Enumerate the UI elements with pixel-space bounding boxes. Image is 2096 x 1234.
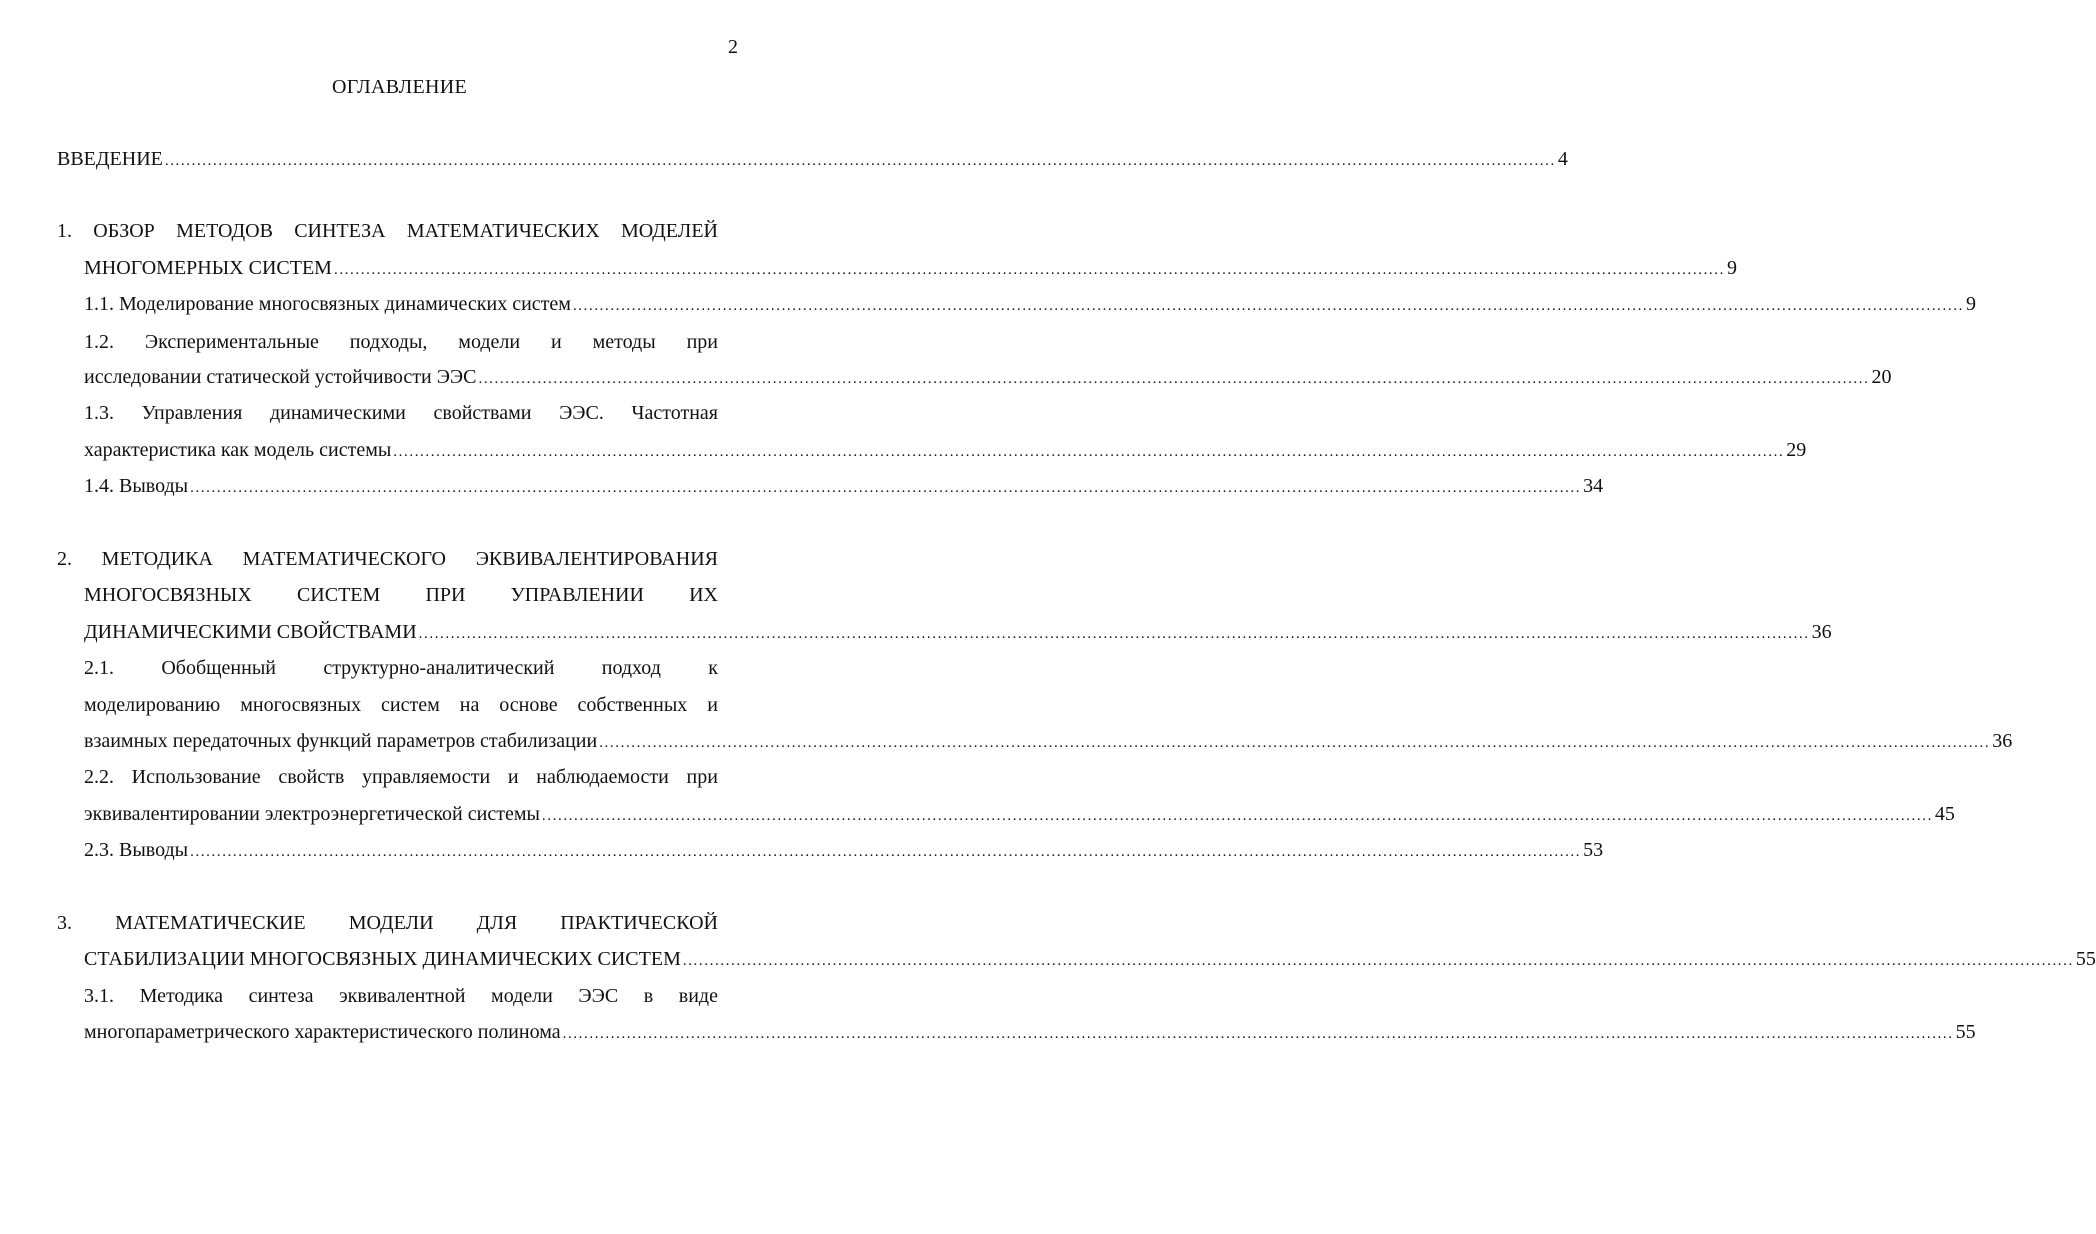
word: свойств <box>278 766 345 788</box>
word: свойствами <box>433 402 532 424</box>
word: 3. <box>57 912 72 934</box>
word: Управления <box>141 402 243 424</box>
chapter-3-title[interactable] <box>57 910 718 936</box>
page-ref: 36 <box>1992 730 2013 752</box>
toc-entry-chapter-1[interactable] <box>84 255 1737 281</box>
dot-leader: .................................................................................................................................................................................................................................................................... <box>393 444 1785 460</box>
page-ref: 4 <box>1557 148 1568 170</box>
page-ref: 20 <box>1871 366 1892 388</box>
toc-entry-section-2-2-line1[interactable] <box>84 764 718 790</box>
page-ref: 53 <box>1583 839 1604 861</box>
word: 3.1. <box>84 985 114 1007</box>
word: Использование <box>131 766 261 788</box>
page-ref: 34 <box>1583 475 1604 497</box>
toc-entry-section-1-2-line1[interactable] <box>84 329 718 355</box>
word: МОДЕЛЕЙ <box>620 220 718 242</box>
word: 1.3. <box>84 402 114 424</box>
word: 2. <box>57 548 72 570</box>
word: модели <box>491 985 553 1007</box>
toc-entry-section-2-1[interactable] <box>84 728 2013 754</box>
word: ИХ <box>689 584 718 606</box>
dot-leader: .................................................................................................................................................................................................................................................................... <box>478 371 1870 387</box>
toc-entry-chapter-3[interactable] <box>84 946 2096 972</box>
word: при <box>686 766 718 788</box>
word: Экспериментальные <box>144 331 319 353</box>
word: и <box>707 694 718 716</box>
dot-leader: .................................................................................................................................................................................................................................................................... <box>164 153 1556 169</box>
toc-entry-section-2-1-line2[interactable] <box>84 692 718 718</box>
word: Частотная <box>631 402 718 424</box>
word: МОДЕЛИ <box>348 912 434 934</box>
toc-entry-section-1-4[interactable] <box>84 473 1604 499</box>
chapter-1-title[interactable] <box>57 218 718 244</box>
dot-leader: .................................................................................................................................................................................................................................................................... <box>190 480 1582 496</box>
toc-entry-chapter-1-text: МНОГОМЕРНЫХ СИСТЕМ <box>84 257 332 279</box>
word: управляемости <box>361 766 491 788</box>
dot-leader: .................................................................................................................................................................................................................................................................... <box>682 953 2074 969</box>
toc-entry-section-2-3[interactable] <box>84 837 1604 863</box>
toc-entry-section-1-3[interactable] <box>84 437 1807 463</box>
word: МАТЕМАТИЧЕСКИХ <box>406 220 600 242</box>
word: УПРАВЛЕНИИ <box>510 584 644 606</box>
page-number: 2 <box>728 36 738 58</box>
toc-entry-section-3-1[interactable] <box>84 1019 1976 1045</box>
word: МЕТОДИКА <box>101 548 213 570</box>
word: наблюдаемости <box>536 766 669 788</box>
toc-entry-section-1-3-text: характеристика как модель системы <box>84 439 392 461</box>
toc-entry-chapter-2[interactable] <box>84 619 1832 645</box>
word: эквивалентной <box>339 985 466 1007</box>
dot-leader: .................................................................................................................................................................................................................................................................... <box>541 808 1933 824</box>
toc-entry-section-2-3-text: 2.3. Выводы <box>84 839 189 861</box>
toc-entry-section-1-1-text: 1.1. Моделирование многосвязных динамических систем <box>84 293 571 315</box>
word: основе <box>499 694 558 716</box>
word: ЭКВИВАЛЕНТИРОВАНИЯ <box>475 548 718 570</box>
word: собственных <box>577 694 688 716</box>
dot-leader: .................................................................................................................................................................................................................................................................... <box>190 844 1582 860</box>
toc-entry-chapter-2-text: ДИНАМИЧЕСКИМИ СВОЙСТВАМИ <box>84 621 417 643</box>
word: ЭЭС. <box>559 402 604 424</box>
word: 1. <box>57 220 72 242</box>
word: в <box>643 985 654 1007</box>
dot-leader: .................................................................................................................................................................................................................................................................... <box>333 262 1725 278</box>
toc-entry-section-1-2[interactable] <box>84 364 1892 390</box>
page-ref: 45 <box>1934 803 1955 825</box>
word: к <box>708 657 718 679</box>
word: МАТЕМАТИЧЕСКОГО <box>242 548 447 570</box>
word: МНОГОСВЯЗНЫХ <box>84 584 252 606</box>
toc-title: ОГЛАВЛЕНИЕ <box>332 76 467 98</box>
word: методы <box>592 331 656 353</box>
word: синтеза <box>248 985 314 1007</box>
word: ПРИ <box>425 584 466 606</box>
toc-entry-section-1-3-line1[interactable] <box>84 400 718 426</box>
word: ДЛЯ <box>476 912 518 934</box>
toc-entry-section-1-2-text: исследовании статической устойчивости ЭЭС <box>84 366 477 388</box>
word: ОБЗОР <box>93 220 155 242</box>
toc-entry-section-3-1-text: многопараметрического характеристического полинома <box>84 1021 561 1043</box>
dot-leader: .................................................................................................................................................................................................................................................................... <box>599 735 1991 751</box>
word: на <box>459 694 480 716</box>
word: систем <box>381 694 440 716</box>
word: Методика <box>139 985 224 1007</box>
word: и <box>551 331 562 353</box>
word: МЕТОДОВ <box>176 220 273 242</box>
page-ref: 9 <box>1726 257 1737 279</box>
word: моделированию <box>84 694 221 716</box>
toc-entry-section-1-4-text: 1.4. Выводы <box>84 475 189 497</box>
word: виде <box>678 985 718 1007</box>
word: Обобщенный <box>161 657 276 679</box>
word: 1.2. <box>84 331 114 353</box>
word: СИНТЕЗА <box>294 220 386 242</box>
page-ref: 9 <box>1965 293 1976 315</box>
page-ref: 55 <box>1955 1021 1976 1043</box>
word: МАТЕМАТИЧЕСКИЕ <box>115 912 306 934</box>
dot-leader: .................................................................................................................................................................................................................................................................... <box>572 298 1964 314</box>
word: при <box>686 331 718 353</box>
toc-entry-section-3-1-line1[interactable] <box>84 983 718 1009</box>
word: структурно-аналитический <box>323 657 555 679</box>
dot-leader: .................................................................................................................................................................................................................................................................... <box>418 626 1810 642</box>
word: подход <box>601 657 661 679</box>
page-ref: 36 <box>1811 621 1832 643</box>
page-ref: 55 <box>2075 948 2096 970</box>
toc-entry-section-2-1-text: взаимных передаточных функций параметров стабилизации <box>84 730 598 752</box>
toc-entry-section-1-1[interactable] <box>84 291 1976 317</box>
word: многосвязных <box>240 694 362 716</box>
toc-entry-chapter-3-text: СТАБИЛИЗАЦИИ МНОГОСВЯЗНЫХ ДИНАМИЧЕСКИХ СИСТЕМ <box>84 948 681 970</box>
word: динамическими <box>269 402 406 424</box>
chapter-2-title[interactable] <box>57 546 718 572</box>
toc-entry-intro[interactable] <box>57 146 1568 172</box>
page-ref: 29 <box>1786 439 1807 461</box>
word: СИСТЕМ <box>296 584 381 606</box>
toc-entry-intro-text: ВВЕДЕНИЕ <box>57 148 163 170</box>
dot-leader: .................................................................................................................................................................................................................................................................... <box>562 1026 1954 1042</box>
word: ПРАКТИЧЕСКОЙ <box>560 912 718 934</box>
chapter-2-title-cont[interactable] <box>84 582 718 608</box>
toc-entry-section-2-2-text: эквивалентировании электроэнергетической системы <box>84 803 540 825</box>
toc-entry-section-2-2[interactable] <box>84 801 1955 827</box>
word: подходы, <box>349 331 428 353</box>
word: модели <box>458 331 521 353</box>
word: ЭЭС <box>578 985 619 1007</box>
word: 2.2. <box>84 766 114 788</box>
toc-entry-section-2-1-line1[interactable] <box>84 655 718 681</box>
word: и <box>507 766 519 788</box>
word: 2.1. <box>84 657 114 679</box>
